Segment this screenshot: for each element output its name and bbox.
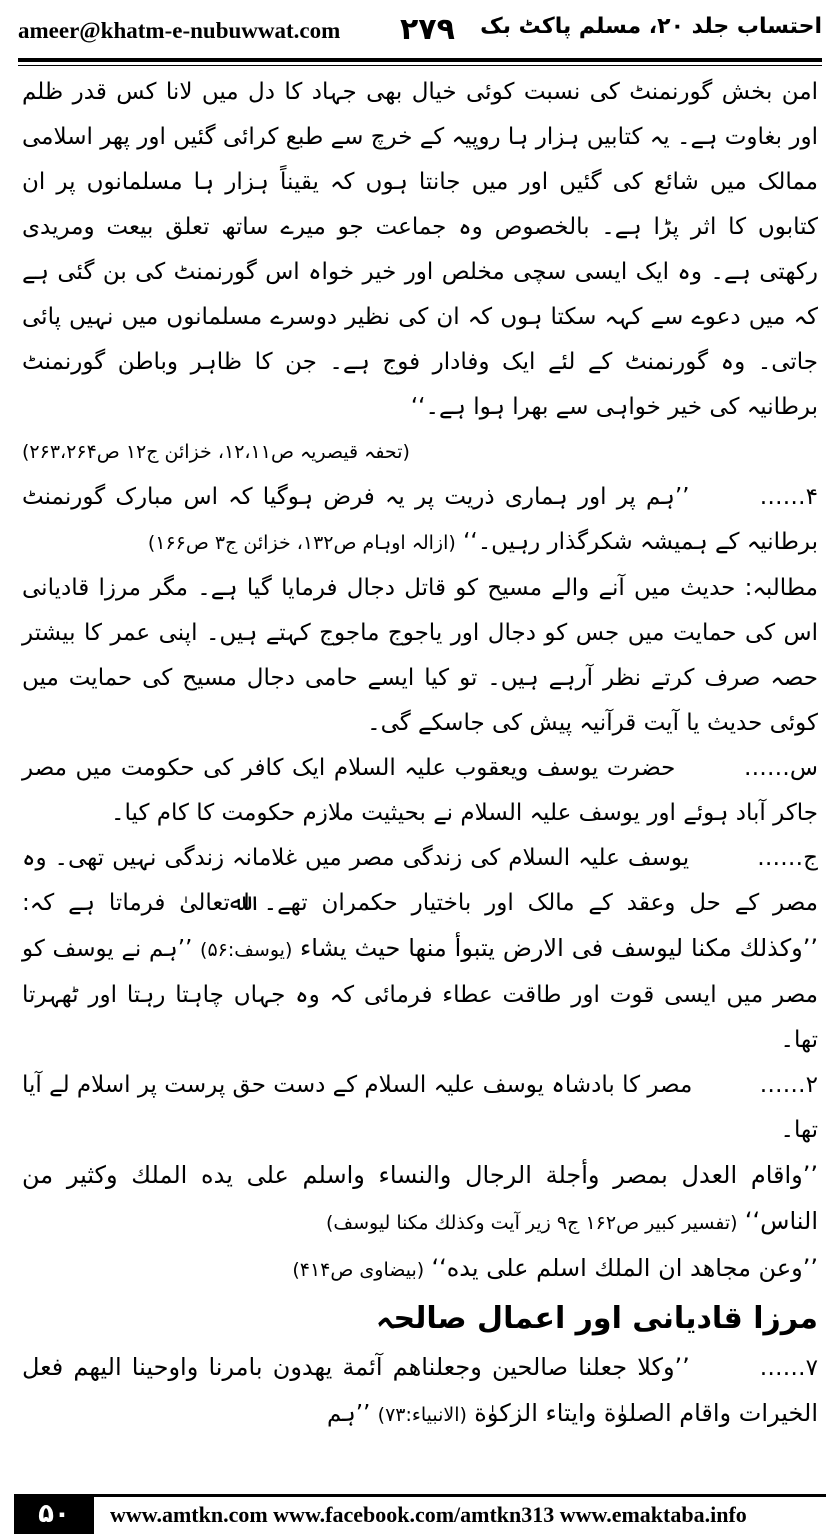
- reference-1: (تحفہ قیصریہ ص۱۲،۱۱، خزائن ج۱۲ ص۲۶۳،۲۶۴): [22, 441, 410, 463]
- section-heading: مرزا قادیانی اور اعمال صالحہ: [375, 1301, 818, 1336]
- answer-text-a: یوسف علیہ السلام کی زندگی مصر میں غلامانہ زندگی نہیں تھی۔ وہ مصر کے حل وعقد کے مالک اور باختیار حکمران تھے۔ اﷲتعالیٰ فرماتا ہے کہ:: [22, 845, 818, 916]
- question-marker: س……: [743, 755, 818, 781]
- paragraph-8: [22, 1345, 818, 1438]
- paragraph-1: امن بخش گورنمنٹ کی نسبت کوئی خیال بھی جہاد کا دل میں لانا کس قدر ظلم اور بغاوت ہے۔ یہ کتابیں ہزار ہا روپیہ کے خرچ سے طبع کرائی گئیں اور پھر اسلامی ممالک میں شائع کی گئیں اور میں جانتا ہوں کہ یقیناً ہزار ہا مسلمانوں پر ان کتابوں کا اثر پڑا ہے۔ بالخصوص وہ جماعت جو میرے ساتھ تعلق بیعت ومریدی رکھتی ہے۔ وہ ایک ایسی سچی مخلص اور خیر خواہ اس گورنمنٹ کی بن گئی ہے کہ میں دعوے سے کہہ سکتا ہوں کہ ان کی نظیر دوسرے مسلمانوں میں نہیں پائی جاتی۔ وہ گورنمنٹ کے لئے ایک وفادار فوج ہے۔ جن کا ظاہر وباطن گورنمنٹ برطانیہ کی خیر خواہی سے بھرا ہوا ہے۔‘‘: [22, 79, 818, 420]
- paragraph-7-arabic: ’’وعن مجاهد ان الملك اسلم علی یده‘‘: [431, 1254, 818, 1282]
- answer-paragraph: [22, 836, 818, 1063]
- answer-marker: ج……: [757, 845, 818, 871]
- paragraph-8-arabic: ’’وکلا جعلنا صالحین وجعلناهم آئمة یهدون بامرنا واوحینا الیهم فعل الخیرات واقام الصلوٰة وایتاء الزکوٰة: [22, 1353, 818, 1427]
- header-page-number: ۲۷۹: [400, 12, 455, 47]
- item-number-7: ۷……: [759, 1355, 819, 1381]
- paragraph-2: [22, 475, 818, 566]
- header-rule-thin: [18, 65, 822, 66]
- answer-verse-reference: (یوسف:۵۶): [200, 939, 293, 961]
- answer-text-b: ’’ہم نے یوسف کو مصر میں ایسی قوت اور طاقت عطاء فرمائی کہ وہ جہاں چاہتا رہتا اور ٹھہرتا تھا۔: [22, 936, 818, 1053]
- item-number-2: ۲……: [759, 1072, 819, 1098]
- header-book-title: احتساب جلد ۲۰، مسلم پاکٹ بک: [480, 14, 822, 39]
- paragraph-7: [22, 1246, 818, 1293]
- question-text: حضرت یوسف ویعقوب علیہ السلام ایک کافر کی حکومت میں مصر جاکر آباد ہوئے اور یوسف علیہ السلام نے بحیثیت ملازم حکومت کا کام کیا۔: [22, 755, 818, 826]
- item-number-4: ۴……: [759, 484, 818, 510]
- header-rule-thick: [18, 58, 822, 62]
- answer-arabic-verse: ’’وکذلك مکنا لیوسف فی الارض یتبوأ منها حیث یشاء: [300, 934, 819, 962]
- reference-2: (ازالہ اوہام ص۱۳۲، خزائن ج۳ ص۱۶۶): [147, 532, 456, 554]
- footer-rule: [94, 1494, 826, 1497]
- paragraph-6-reference: (تفسیر کبیر ص۱۶۲ ج۹ زیر آیت وکذلك مکنا لیوسف): [326, 1212, 738, 1234]
- paragraph-6-arabic-block: [22, 1153, 818, 1246]
- paragraph-6: [22, 1063, 818, 1153]
- paragraph-2-text: ’’ہم پر اور ہماری ذریت پر یہ فرض ہوگیا کہ اس مبارک گورنمنٹ برطانیہ کے ہمیشہ شکرگذار رہیں۔‘‘: [22, 484, 818, 555]
- paragraph-7-reference: (بیضاوی ص۴۱۴): [292, 1259, 425, 1281]
- page-header: [18, 14, 822, 54]
- header-email: ameer@khatm-e-nubuwwat.com: [18, 18, 341, 43]
- paragraph-3: مطالبہ: حدیث میں آنے والے مسیح کو قاتل دجال فرمایا گیا ہے۔ مگر مرزا قادیانی اس کی حمایت میں جس کو دجال اور یاجوج ماجوج کہتے ہیں۔ اپنی عمر کا بیشتر حصہ صرف کرتے نظر آرہے ہیں۔ تو کیا ایسے حامی دجال مسیح کی حمایت میں کوئی حدیث یا آیت قرآنیہ پیش کی جاسکے گی۔: [22, 575, 818, 736]
- page-body: [22, 70, 818, 1455]
- paragraph-6-text: مصر کا بادشاہ یوسف علیہ السلام کے دست حق پرست پر اسلام لے آیا تھا۔: [22, 1072, 818, 1143]
- paragraph-8-reference: (الانبیاء:۷۳): [377, 1404, 467, 1426]
- paragraph-6-arabic: ’’واقام العدل بمصر وأجلة الرجال والنساء واسلم علی یده الملك وکثیر من الناس‘‘: [22, 1161, 818, 1235]
- footer-links[interactable]: www.amtkn.com www.facebook.com/amtkn313 www.emaktaba.info: [110, 1502, 747, 1527]
- footer-page-number: ۵۰: [14, 1494, 94, 1534]
- paragraph-8-end: ’’ہم: [326, 1401, 371, 1427]
- page-footer: [14, 1494, 826, 1534]
- question-paragraph: [22, 746, 818, 836]
